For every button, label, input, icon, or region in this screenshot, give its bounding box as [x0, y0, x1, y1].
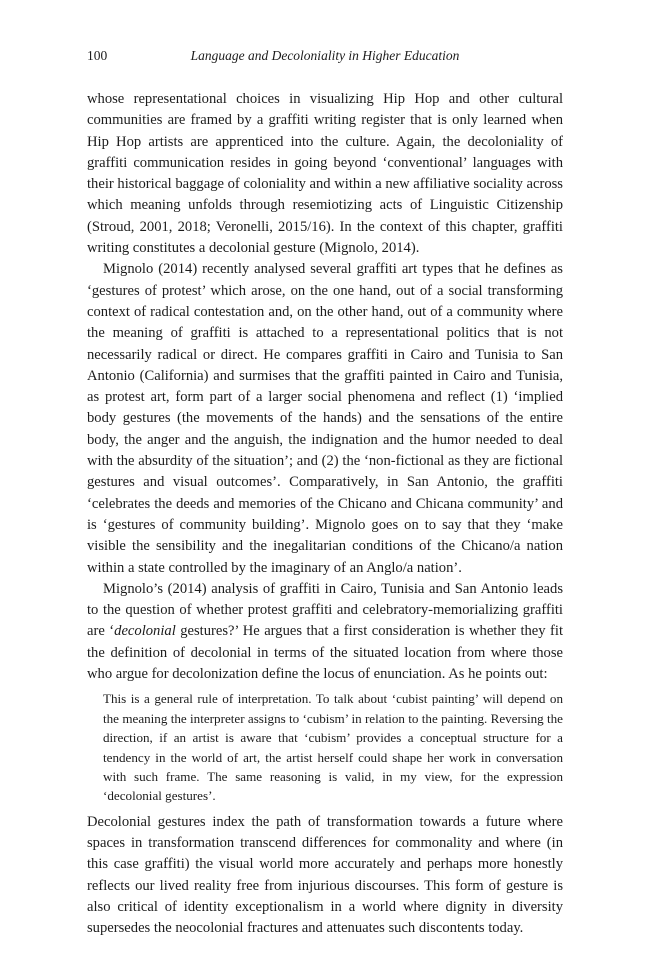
block-quote: This is a general rule of interpretation. To talk about ‘cubist painting’ will depend on the meaning the interpreter assigns to ‘cubism’ in relation to the painting. Reversing the direction, if an artist is aware that ‘cubism’ provides a conceptual structure for a tendency in the world of art, the artist herself could shape her work in conversation with such frame. The same reasoning is valid, in my view, for the expression ‘decolonial gestures’. — [103, 691, 563, 804]
body-text — [87, 89, 563, 940]
paragraph-2: Mignolo (2014) recently analysed several graffiti art types that he defines as ‘gestures of protest’ which arose, on the one hand, out of a social transforming context of radical contestation and, on the other hand, out of a community where the meaning of graffiti is attached to a representational politics that is not necessarily radical or direct. He compares graffiti in Cairo and Tunisia to San Antonio (California) and surmises that the graffiti painted in Cairo and Tunisia, as protest art, form part of a larger social phenomena and reflect (1) ‘implied body gestures (the movements of the hands) and the sensations of the entire body, the anger and the anguish, the indignation and the humor needed to deal with the absurdity of the situation’; and (2) the ‘non-fictional as they are fictional gestures and visual outcomes’. Comparatively, in San Antonio, the graffiti ‘celebrates the deeds and memories of the Chicano and Chicana community’ and is ‘gestures of community building’. Mignolo goes on to say that they ‘make visible the sensibility and the inegalitarian conditions of the Chicano/a nation within a state controlled by the imaginary of an Anglo/a nation’. — [87, 261, 563, 576]
page-header — [87, 46, 563, 66]
emphasis-decolonial: decolonial — [114, 623, 176, 640]
paragraph-4: Decolonial gestures index the path of transformation towards a future where spaces in transformation transcend differences for commonality and where (in this case graffiti) the visual world more accurately and perhaps more honestly reflects our lived reality free from injurious discourses. This form of gesture is also critical of identity exceptionalism in a world where dignity in diversity supersedes the neocolonial fractures and attenuates such discontents today. — [87, 813, 563, 937]
running-title: Language and Decoloniality in Higher Education — [190, 48, 460, 63]
page-number: 100 — [87, 48, 108, 63]
paragraph-1: whose representational choices in visualizing Hip Hop and other cultural communities are framed by a graffiti writing register that is only learned when Hip Hop artists are apprenticed into the culture. Again, the decoloniality of graffiti communication resides in going beyond ‘conventional’ languages with their historical baggage of coloniality and within a new affiliative sociality across which meaning unfolds through resemiotizing acts of Linguistic Citizenship (Stroud, 2001, 2018; Veronelli, 2015/16). In the context of this chapter, graffiti writing constitutes a decolonial gesture (Mignolo, 2014). — [87, 91, 563, 257]
paragraph-3 — [87, 579, 563, 685]
paragraph-3-after: gestures?’ He argues that a first consideration is whether they fit the definition of decolonial in terms of the situated location from where those who argue for decolonization define the locus of enunciation. As he points out: — [87, 623, 563, 683]
paragraph-3-before: Mignolo’s (2014) analysis of graffiti in Cairo, Tunisia and San Antonio leads to the question of whether protest graffiti and celebratory-memorializing graffiti are ‘ — [87, 580, 563, 640]
